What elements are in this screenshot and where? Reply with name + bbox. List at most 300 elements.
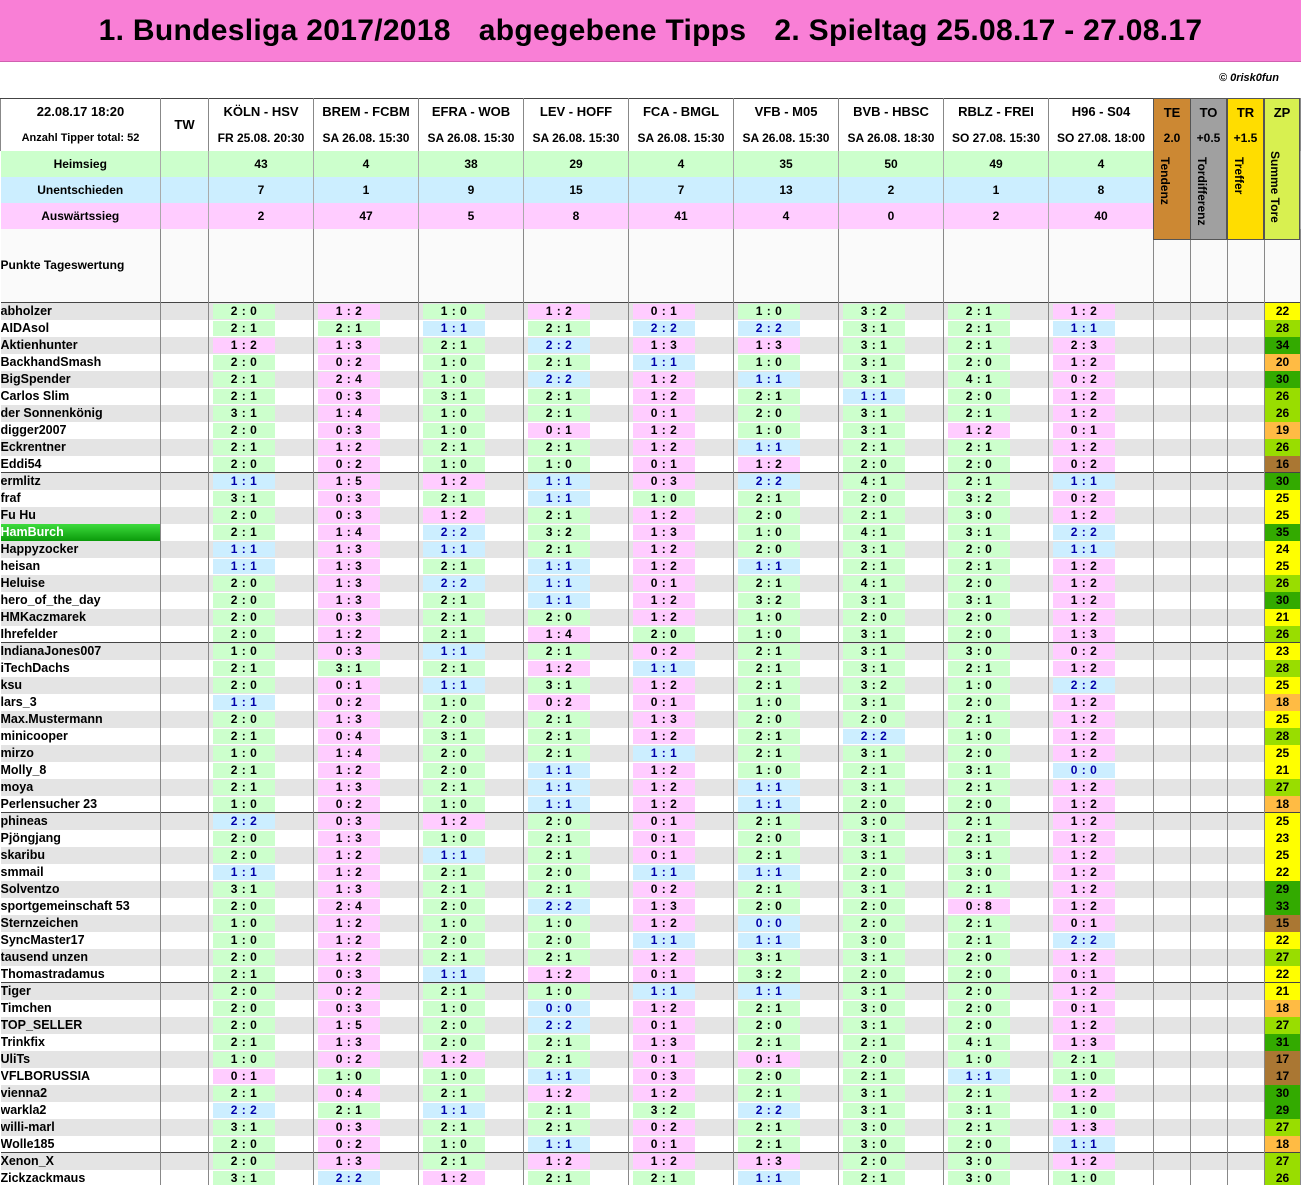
tip-value: 1 : 3 — [318, 882, 380, 897]
tip-cell — [419, 1085, 524, 1102]
tip-cell — [209, 1051, 314, 1068]
tip-cell — [629, 1051, 734, 1068]
tw-cell — [161, 507, 209, 524]
tip-value: 1 : 2 — [633, 610, 695, 625]
tip-cell — [839, 354, 944, 371]
player-name: lars_3 — [1, 694, 161, 711]
score-cell — [1191, 949, 1228, 966]
tip-cell — [209, 405, 314, 422]
score-cell — [1191, 660, 1228, 677]
score-cell — [1228, 1051, 1265, 1068]
match-date: SO 27.08. 15:30 — [944, 125, 1049, 151]
tip-cell — [419, 1017, 524, 1034]
tip-value: 2 : 1 — [948, 559, 1010, 574]
score-cell — [1154, 1051, 1191, 1068]
score-cell — [1228, 796, 1265, 813]
player-row — [1, 371, 1301, 388]
tip-cell — [1049, 983, 1154, 1000]
tip-cell — [944, 609, 1049, 626]
tip-value: 2 : 1 — [948, 780, 1010, 795]
zp-value: 22 — [1265, 303, 1301, 320]
tip-value: 1 : 0 — [528, 916, 590, 931]
tip-cell — [734, 1102, 839, 1119]
tip-value: 1 : 5 — [318, 474, 380, 489]
tip-value: 3 : 0 — [948, 865, 1010, 880]
tip-cell — [1049, 354, 1154, 371]
tip-cell — [419, 677, 524, 694]
tip-value: 2 : 1 — [528, 746, 590, 761]
tip-cell — [629, 1034, 734, 1051]
tip-cell — [419, 915, 524, 932]
tip-value: 1 : 2 — [1053, 814, 1115, 829]
tip-value: 1 : 2 — [633, 950, 695, 965]
tip-value: 0 : 1 — [738, 1052, 800, 1067]
zp-value: 27 — [1265, 1119, 1301, 1136]
player-row — [1, 422, 1301, 439]
tip-cell — [524, 626, 629, 643]
tip-value: 1 : 1 — [1053, 542, 1115, 557]
score-cell — [1228, 388, 1265, 405]
tip-value: 1 : 1 — [423, 848, 485, 863]
tw-cell — [161, 473, 209, 490]
zp-value: 26 — [1265, 626, 1301, 643]
tip-cell — [419, 1119, 524, 1136]
tip-value: 2 : 0 — [843, 457, 905, 472]
punkte-cell — [524, 229, 629, 303]
tip-cell — [419, 694, 524, 711]
tip-cell — [1049, 456, 1154, 473]
tip-cell — [734, 473, 839, 490]
tip-value: 3 : 1 — [843, 661, 905, 676]
score-cell — [1191, 1051, 1228, 1068]
score-cell — [1228, 609, 1265, 626]
tip-cell — [524, 1102, 629, 1119]
tip-cell — [839, 864, 944, 881]
tip-value: 1 : 3 — [1053, 1035, 1115, 1050]
score-cell — [1228, 592, 1265, 609]
tip-value: 2 : 1 — [528, 644, 590, 659]
zp-value: 16 — [1265, 456, 1301, 473]
tip-value: 2 : 0 — [948, 950, 1010, 965]
tip-cell — [944, 830, 1049, 847]
tip-value: 1 : 2 — [1053, 610, 1115, 625]
tip-cell — [734, 745, 839, 762]
side-te-head: TE — [1163, 105, 1181, 120]
player-name: Wolle185 — [1, 1136, 161, 1153]
tip-cell — [419, 898, 524, 915]
score-cell — [1228, 1153, 1265, 1170]
tip-value: 3 : 1 — [843, 848, 905, 863]
tip-value: 2 : 0 — [213, 304, 275, 319]
tip-cell — [524, 1119, 629, 1136]
tip-value: 3 : 1 — [318, 661, 380, 676]
tip-value: 2 : 1 — [738, 1035, 800, 1050]
match-teams: FCA - BMGL — [629, 99, 734, 125]
tip-cell — [209, 507, 314, 524]
tip-cell — [629, 422, 734, 439]
tw-cell — [161, 983, 209, 1000]
tip-cell — [944, 711, 1049, 728]
tip-cell — [839, 388, 944, 405]
tip-cell — [524, 609, 629, 626]
tip-cell — [629, 966, 734, 983]
tip-value: 2 : 0 — [948, 457, 1010, 472]
player-name: phineas — [1, 813, 161, 830]
tip-cell — [734, 388, 839, 405]
player-row — [1, 456, 1301, 473]
tip-cell — [734, 881, 839, 898]
punkte-cell — [1049, 229, 1154, 303]
tip-value: 0 : 1 — [633, 1018, 695, 1033]
tip-value: 2 : 1 — [213, 440, 275, 455]
score-cell — [1191, 830, 1228, 847]
tip-value: 0 : 1 — [633, 831, 695, 846]
tip-value: 1 : 0 — [213, 916, 275, 931]
tip-value: 1 : 0 — [1053, 1069, 1115, 1084]
tip-value: 1 : 5 — [318, 1018, 380, 1033]
tip-value: 2 : 0 — [843, 797, 905, 812]
tip-cell — [524, 524, 629, 541]
side-to-label: Tordifferenz — [1194, 157, 1209, 226]
tip-cell — [839, 439, 944, 456]
tip-value: 0 : 3 — [318, 389, 380, 404]
tip-value: 1 : 2 — [1053, 1086, 1115, 1101]
tip-value: 0 : 4 — [318, 1086, 380, 1101]
tip-value: 2 : 0 — [423, 1035, 485, 1050]
tip-cell — [419, 864, 524, 881]
title-matchday: 2. Spieltag 25.08.17 - 27.08.17 — [774, 13, 1203, 47]
tip-cell — [1049, 473, 1154, 490]
tip-value: 3 : 2 — [738, 967, 800, 982]
player-row — [1, 1034, 1301, 1051]
tip-cell — [944, 881, 1049, 898]
tip-cell — [734, 949, 839, 966]
tip-cell — [839, 881, 944, 898]
tw-cell — [161, 558, 209, 575]
tip-value: 2 : 1 — [738, 389, 800, 404]
tw-cell — [161, 1136, 209, 1153]
tip-cell — [629, 847, 734, 864]
tip-cell — [839, 473, 944, 490]
tw-cell — [161, 337, 209, 354]
tip-value: 3 : 1 — [948, 1103, 1010, 1118]
tip-cell — [524, 830, 629, 847]
tip-value: 3 : 0 — [843, 1001, 905, 1016]
player-row — [1, 558, 1301, 575]
tip-cell — [1049, 405, 1154, 422]
tip-value: 2 : 1 — [213, 661, 275, 676]
tip-value: 1 : 1 — [528, 593, 590, 608]
player-row — [1, 677, 1301, 694]
tip-cell — [629, 575, 734, 592]
tip-cell — [839, 711, 944, 728]
tip-value: 1 : 1 — [738, 984, 800, 999]
stat-value-unentschieden: 7 — [209, 177, 314, 203]
player-row — [1, 949, 1301, 966]
tip-value: 2 : 0 — [948, 695, 1010, 710]
tip-cell — [419, 745, 524, 762]
tip-cell — [419, 779, 524, 796]
tip-cell — [1049, 830, 1154, 847]
tip-cell — [1049, 320, 1154, 337]
tip-value: 1 : 1 — [738, 865, 800, 880]
tip-value: 1 : 2 — [633, 763, 695, 778]
tip-cell — [629, 762, 734, 779]
score-cell — [1191, 711, 1228, 728]
tip-value: 2 : 0 — [738, 831, 800, 846]
tip-cell — [1049, 541, 1154, 558]
score-cell — [1228, 660, 1265, 677]
tip-value: 3 : 1 — [843, 338, 905, 353]
tip-cell — [629, 1017, 734, 1034]
score-cell — [1154, 524, 1191, 541]
tip-cell — [629, 745, 734, 762]
tip-cell — [524, 1068, 629, 1085]
tip-value: 1 : 2 — [633, 423, 695, 438]
tip-value: 3 : 1 — [843, 372, 905, 387]
tip-cell — [209, 320, 314, 337]
score-cell — [1191, 524, 1228, 541]
tip-value: 2 : 1 — [528, 1052, 590, 1067]
tip-cell — [944, 337, 1049, 354]
tip-cell — [629, 1153, 734, 1170]
tip-value: 1 : 0 — [738, 763, 800, 778]
tip-cell — [839, 949, 944, 966]
player-name: HamBurch — [1, 524, 161, 541]
punkte-cell — [734, 229, 839, 303]
tip-value: 1 : 1 — [633, 661, 695, 676]
tip-value: 2 : 2 — [738, 321, 800, 336]
tip-value: 1 : 1 — [1053, 474, 1115, 489]
tip-cell — [209, 524, 314, 541]
player-row — [1, 575, 1301, 592]
tip-cell — [839, 524, 944, 541]
tip-value: 2 : 0 — [738, 542, 800, 557]
tip-value: 2 : 1 — [633, 1171, 695, 1185]
tip-value: 1 : 0 — [318, 1069, 380, 1084]
tip-value: 2 : 0 — [948, 389, 1010, 404]
tip-value: 3 : 1 — [843, 406, 905, 421]
tip-value: 2 : 0 — [213, 1001, 275, 1016]
tip-value: 2 : 0 — [948, 1137, 1010, 1152]
tw-cell — [161, 1102, 209, 1119]
tip-value: 2 : 0 — [948, 967, 1010, 982]
score-cell — [1154, 643, 1191, 660]
tip-value: 0 : 1 — [318, 678, 380, 693]
tip-value: 1 : 0 — [738, 695, 800, 710]
tip-cell — [524, 762, 629, 779]
tip-cell — [944, 1136, 1049, 1153]
player-row — [1, 1102, 1301, 1119]
tip-cell — [314, 728, 419, 745]
tip-cell — [419, 337, 524, 354]
tip-cell — [209, 915, 314, 932]
tip-value: 0 : 1 — [633, 576, 695, 591]
tip-cell — [734, 1136, 839, 1153]
tip-cell — [944, 354, 1049, 371]
tip-value: 2 : 2 — [423, 576, 485, 591]
score-cell — [1191, 1170, 1228, 1185]
tip-cell — [1049, 745, 1154, 762]
tip-cell — [209, 898, 314, 915]
tip-cell — [524, 337, 629, 354]
tip-value: 1 : 2 — [633, 372, 695, 387]
tip-cell — [524, 745, 629, 762]
tip-value: 2 : 2 — [633, 321, 695, 336]
player-row — [1, 762, 1301, 779]
tip-cell — [524, 966, 629, 983]
score-cell — [1154, 762, 1191, 779]
tw-cell — [161, 151, 209, 177]
tip-cell — [209, 1153, 314, 1170]
tip-cell — [314, 1000, 419, 1017]
tip-value: 1 : 3 — [318, 712, 380, 727]
zp-value: 33 — [1265, 898, 1301, 915]
tip-value: 3 : 1 — [423, 389, 485, 404]
tip-cell — [1049, 303, 1154, 320]
tw-cell — [161, 711, 209, 728]
tip-value: 1 : 1 — [213, 865, 275, 880]
tip-cell — [839, 1119, 944, 1136]
tip-value: 1 : 1 — [528, 576, 590, 591]
punkte-cell — [944, 229, 1049, 303]
player-name: Thomastradamus — [1, 966, 161, 983]
tip-cell — [524, 439, 629, 456]
score-cell — [1191, 490, 1228, 507]
tip-cell — [1049, 847, 1154, 864]
player-row — [1, 303, 1301, 320]
score-cell — [1154, 490, 1191, 507]
punkte-cell — [314, 229, 419, 303]
tip-value: 3 : 2 — [843, 678, 905, 693]
tip-cell — [524, 983, 629, 1000]
zp-value: 30 — [1265, 473, 1301, 490]
tip-cell — [734, 303, 839, 320]
tip-value: 1 : 2 — [1053, 729, 1115, 744]
score-cell — [1191, 932, 1228, 949]
player-name: abholzer — [1, 303, 161, 320]
tip-value: 1 : 3 — [738, 1154, 800, 1169]
tip-value: 2 : 1 — [423, 865, 485, 880]
punkte-cell — [419, 229, 524, 303]
tip-value: 3 : 1 — [213, 1120, 275, 1135]
tip-value: 2 : 0 — [738, 899, 800, 914]
tip-value: 3 : 1 — [423, 729, 485, 744]
tip-value: 2 : 1 — [738, 678, 800, 693]
zp-value: 18 — [1265, 796, 1301, 813]
player-name: Sternzeichen — [1, 915, 161, 932]
score-cell — [1154, 541, 1191, 558]
tip-cell — [629, 1068, 734, 1085]
tip-value: 2 : 2 — [738, 474, 800, 489]
zp-value: 29 — [1265, 1102, 1301, 1119]
tip-cell — [629, 439, 734, 456]
tip-cell — [209, 592, 314, 609]
tip-cell — [734, 609, 839, 626]
tw-cell — [161, 779, 209, 796]
match-teams: BREM - FCBM — [314, 99, 419, 125]
tw-cell — [161, 694, 209, 711]
tip-cell — [1049, 592, 1154, 609]
tip-cell — [944, 1153, 1049, 1170]
tip-value: 2 : 1 — [948, 916, 1010, 931]
tip-value: 2 : 0 — [843, 491, 905, 506]
page-title-banner — [0, 0, 1301, 62]
tip-cell — [944, 983, 1049, 1000]
tip-cell — [209, 864, 314, 881]
player-row — [1, 660, 1301, 677]
tip-value: 3 : 1 — [948, 763, 1010, 778]
tip-cell — [944, 575, 1049, 592]
tip-cell — [839, 1153, 944, 1170]
tip-value: 1 : 2 — [1053, 508, 1115, 523]
tip-value: 1 : 3 — [318, 831, 380, 846]
score-cell — [1154, 694, 1191, 711]
tip-cell — [734, 558, 839, 575]
tip-value: 2 : 1 — [213, 1035, 275, 1050]
tip-cell — [629, 1170, 734, 1185]
tip-value: 2 : 1 — [423, 780, 485, 795]
tip-cell — [1049, 1068, 1154, 1085]
tip-value: 1 : 2 — [948, 423, 1010, 438]
tw-cell — [161, 1170, 209, 1185]
tip-cell — [314, 1068, 419, 1085]
tip-value: 0 : 2 — [318, 797, 380, 812]
tw-cell — [161, 796, 209, 813]
tip-value: 2 : 0 — [213, 831, 275, 846]
tip-value: 2 : 0 — [843, 610, 905, 625]
tip-cell — [419, 643, 524, 660]
tip-value: 3 : 0 — [948, 1154, 1010, 1169]
player-row — [1, 1017, 1301, 1034]
tip-cell — [839, 507, 944, 524]
score-cell — [1191, 626, 1228, 643]
tip-cell — [314, 1136, 419, 1153]
tip-cell — [419, 1153, 524, 1170]
tip-value: 2 : 1 — [423, 661, 485, 676]
tip-value: 1 : 0 — [213, 933, 275, 948]
tip-cell — [1049, 864, 1154, 881]
tip-value: 2 : 0 — [948, 1001, 1010, 1016]
tip-value: 1 : 2 — [318, 763, 380, 778]
tip-cell — [524, 592, 629, 609]
tip-value: 1 : 1 — [633, 984, 695, 999]
tip-cell — [419, 1000, 524, 1017]
match-date: SO 27.08. 18:00 — [1049, 125, 1154, 151]
tip-cell — [314, 660, 419, 677]
tip-cell — [629, 541, 734, 558]
stat-value-heimsieg: 38 — [419, 151, 524, 177]
tip-cell — [839, 609, 944, 626]
tw-cell — [161, 1000, 209, 1017]
tip-cell — [209, 371, 314, 388]
tip-value: 0 : 2 — [633, 644, 695, 659]
tip-cell — [524, 371, 629, 388]
tip-value: 1 : 2 — [633, 1001, 695, 1016]
tip-value: 1 : 0 — [738, 423, 800, 438]
tip-value: 2 : 0 — [213, 950, 275, 965]
tip-cell — [944, 456, 1049, 473]
player-row — [1, 915, 1301, 932]
score-cell — [1228, 932, 1265, 949]
tip-cell — [419, 422, 524, 439]
tip-cell — [524, 490, 629, 507]
tip-value: 2 : 0 — [423, 746, 485, 761]
match-teams: KÖLN - HSV — [209, 99, 314, 125]
tip-value: 2 : 2 — [213, 1103, 275, 1118]
tw-cell — [161, 439, 209, 456]
tip-value: 1 : 1 — [528, 780, 590, 795]
